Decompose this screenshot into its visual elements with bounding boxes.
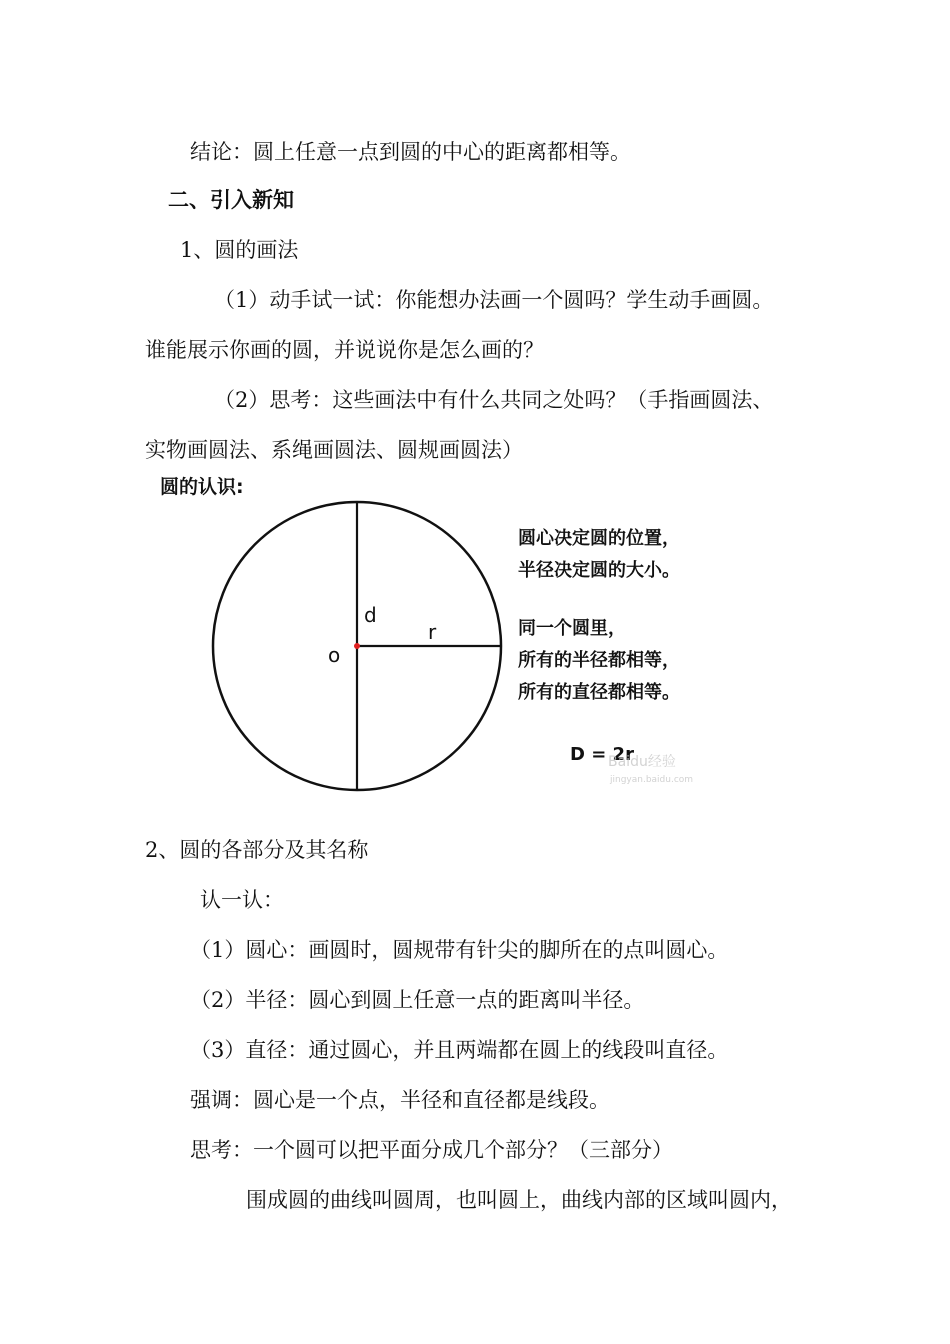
think-text: 思考：一个圆可以把平面分成几个部分？（三部分） [190, 1138, 673, 1162]
section-heading: 二、引入新知 [168, 187, 294, 212]
radius-label: r [428, 620, 437, 644]
center-point [354, 643, 360, 649]
formula-text: D = 2r [570, 744, 634, 765]
note-diameters-equal: 所有的直径都相等。 [518, 682, 680, 703]
definition-diameter: （3）直径：通过圆心，并且两端都在圆上的线段叫直径。 [190, 1038, 729, 1062]
subsection-heading-drawing: 1、圆的画法 [180, 238, 299, 262]
step1-continued-text: 谁能展示你画的圆，并说说你是怎么画的？ [145, 338, 544, 362]
note-size: 半径决定圆的大小。 [518, 560, 680, 581]
step2-text: （2）思考：这些画法中有什么共同之处吗？（手指画圆法、 [214, 388, 774, 412]
center-label: o [328, 643, 341, 667]
circumference-text: 围成圆的曲线叫圆周，也叫圆上，曲线内部的区域叫圆内， [246, 1188, 792, 1212]
note-radii-equal: 所有的半径都相等， [518, 650, 680, 671]
watermark-url: jingyan.baidu.com [610, 775, 694, 785]
emphasis-text: 强调：圆心是一个点，半径和直径都是线段。 [190, 1088, 610, 1112]
definition-radius: （2）半径：圆心到圆上任意一点的距离叫半径。 [190, 988, 645, 1012]
figure-title: 圆的认识: [160, 476, 244, 498]
diameter-label: d [364, 603, 377, 627]
recognize-text: 认一认： [200, 888, 284, 912]
step2-continued-text: 实物画圆法、系绳画圆法、圆规画圆法） [145, 438, 523, 462]
definition-center: （1）圆心：画圆时，圆规带有针尖的脚所在的点叫圆心。 [190, 938, 729, 962]
conclusion-text: 结论：圆上任意一点到圆的中心的距离都相等。 [190, 140, 631, 164]
subsection-heading-parts: 2、圆的各部分及其名称 [145, 838, 369, 862]
circle-diagram [140, 466, 760, 806]
watermark-logo: Baidu经验 [608, 754, 676, 770]
step1-text: （1）动手试一试：你能想办法画一个圆吗？学生动手画圆。 [214, 288, 774, 312]
note-same-circle: 同一个圆里， [518, 618, 626, 639]
note-position: 圆心决定圆的位置， [518, 528, 680, 549]
